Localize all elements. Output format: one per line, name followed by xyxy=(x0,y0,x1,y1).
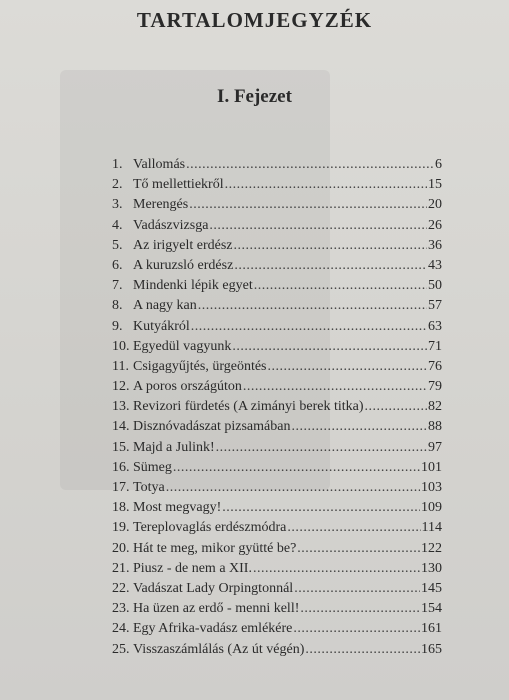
dot-leader xyxy=(173,458,420,478)
dot-leader xyxy=(234,236,427,256)
toc-entry-page: 63 xyxy=(428,318,442,334)
toc-entry xyxy=(112,619,442,639)
toc-entry xyxy=(112,357,442,377)
dot-leader xyxy=(268,357,427,377)
dot-leader xyxy=(232,337,427,357)
toc-entry-number: 14. xyxy=(112,419,130,435)
toc-entry-number: 4. xyxy=(112,217,123,233)
dot-leader xyxy=(198,296,427,316)
toc-entry-number: 21. xyxy=(112,560,130,576)
dot-leader xyxy=(234,256,427,276)
toc-entry xyxy=(112,216,442,236)
dot-leader xyxy=(191,317,427,337)
toc-entry-title: Vadászat Lady Orpingtonnál xyxy=(133,580,294,596)
toc-entry-title: Ha üzen az erdő - menni kell! xyxy=(133,601,300,617)
toc-entry xyxy=(112,377,442,397)
toc-entry-number: 23. xyxy=(112,601,130,617)
toc-entry-page: 103 xyxy=(421,480,442,495)
dot-leader xyxy=(225,175,427,195)
toc-entry-number: 11. xyxy=(112,358,129,374)
toc-entry xyxy=(112,438,442,458)
dot-leader xyxy=(254,276,427,296)
toc-entry-title: Sümeg xyxy=(133,459,172,475)
toc-entry-title: Az irigyelt erdész xyxy=(133,237,233,253)
toc-entry-page: 145 xyxy=(421,580,442,596)
toc-entry-page: 161 xyxy=(421,621,442,637)
toc-entry-number: 19. xyxy=(112,520,130,536)
toc-entry-page: 57 xyxy=(428,298,442,314)
toc-entry-title: Disznóvadászat pizsamában xyxy=(133,419,291,435)
dot-leader xyxy=(189,195,427,215)
toc-entry-title: A poros országúton xyxy=(133,379,242,395)
toc-entry xyxy=(112,539,442,559)
toc-entry-page: 97 xyxy=(428,439,442,455)
toc-entry-number: 18. xyxy=(112,500,130,516)
toc-entry-page: 114 xyxy=(421,520,442,536)
toc-entry xyxy=(112,296,442,316)
toc-entry-title: Tő mellettiekről xyxy=(133,177,224,193)
toc-entry-title: Egy Afrika-vadász emlékére xyxy=(133,621,293,637)
toc-entry-title: Merengés xyxy=(133,197,189,213)
toc-entry-title: Kutyákról xyxy=(133,318,190,334)
toc-entry-page: 79 xyxy=(428,379,442,395)
toc-entry-number: 2. xyxy=(112,177,123,193)
toc-entry-number: 8. xyxy=(112,298,123,314)
toc-entry-page: 122 xyxy=(421,540,442,556)
dot-leader xyxy=(300,599,420,619)
toc-entry-page: 6 xyxy=(435,157,442,172)
toc-entry xyxy=(112,276,442,296)
toc-entry-number: 12. xyxy=(112,379,130,395)
toc-entry xyxy=(112,478,442,498)
toc-entry-page: 15 xyxy=(428,177,442,193)
toc-entry-page: 165 xyxy=(421,641,442,657)
toc-entry xyxy=(112,155,442,175)
toc-entry-number: 1. xyxy=(112,157,123,172)
toc-entry-page: 130 xyxy=(421,560,442,576)
toc-entry-number: 24. xyxy=(112,621,130,637)
toc-entry-number: 3. xyxy=(112,197,123,213)
toc-entry-number: 16. xyxy=(112,459,130,475)
toc-entry-title: Mindenki lépik egyet xyxy=(133,278,253,294)
toc-entry-title: Piusz - de nem a XII. xyxy=(133,560,252,576)
toc-entry-page: 101 xyxy=(421,459,442,475)
toc-entry-title: Vallomás xyxy=(133,157,186,172)
dot-leader xyxy=(294,579,420,599)
dot-leader xyxy=(209,216,427,236)
toc-entry-number: 20. xyxy=(112,540,130,556)
dot-leader xyxy=(287,518,420,538)
toc-entry xyxy=(112,579,442,599)
toc-entry-number: 25. xyxy=(112,641,130,657)
toc-entry-title: Revizori fürdetés (A zimányi berek titka) xyxy=(133,399,364,415)
toc-entry-title: A kuruzsló erdész xyxy=(133,257,234,273)
dot-leader xyxy=(365,397,427,417)
toc-entry-title: A nagy kan xyxy=(133,298,197,314)
toc-entry xyxy=(112,518,442,538)
dot-leader xyxy=(291,417,427,437)
toc-entry-page: 71 xyxy=(428,338,442,354)
toc-entry-title: Hát te meg, mikor gyütté be? xyxy=(133,540,297,556)
toc-entry-number: 9. xyxy=(112,318,123,334)
toc-entry-title: Majd a Julink! xyxy=(133,439,215,455)
toc-entry xyxy=(112,256,442,276)
table-of-contents xyxy=(112,155,442,660)
toc-entry xyxy=(112,599,442,619)
toc-entry-number: 13. xyxy=(112,399,130,415)
toc-entry xyxy=(112,397,442,417)
toc-entry-page: 82 xyxy=(428,399,442,415)
toc-entry-title: Totya xyxy=(133,480,165,495)
dot-leader xyxy=(253,559,420,579)
toc-entry-page: 109 xyxy=(421,500,442,516)
dot-leader xyxy=(293,619,420,639)
toc-entry-page: 36 xyxy=(428,237,442,253)
toc-entry xyxy=(112,195,442,215)
toc-entry-number: 22. xyxy=(112,580,130,596)
toc-entry-page: 50 xyxy=(428,278,442,294)
dot-leader xyxy=(166,478,420,498)
toc-entry-number: 6. xyxy=(112,257,123,273)
dot-leader xyxy=(186,155,434,175)
toc-entry xyxy=(112,559,442,579)
toc-entry xyxy=(112,236,442,256)
toc-entry-number: 5. xyxy=(112,237,123,253)
dot-leader xyxy=(216,438,427,458)
toc-entry-title: Vadászvizsga xyxy=(133,217,209,233)
toc-entry-number: 10. xyxy=(112,338,130,354)
toc-entry-page: 26 xyxy=(428,217,442,233)
dot-leader xyxy=(297,539,420,559)
dot-leader xyxy=(222,498,420,518)
toc-entry-page: 76 xyxy=(428,358,442,374)
dot-leader xyxy=(243,377,427,397)
toc-entry-number: 15. xyxy=(112,439,130,455)
toc-entry-title: Most megvagy! xyxy=(133,500,222,516)
toc-entry-page: 43 xyxy=(428,257,442,273)
chapter-heading: I. Fejezet xyxy=(217,86,292,107)
toc-entry xyxy=(112,498,442,518)
toc-entry-page: 154 xyxy=(421,601,442,617)
toc-entry-page: 20 xyxy=(428,197,442,213)
toc-entry-title: Visszaszámlálás (Az út végén) xyxy=(133,641,305,657)
toc-entry xyxy=(112,458,442,478)
toc-entry xyxy=(112,337,442,357)
toc-entry xyxy=(112,175,442,195)
toc-entry xyxy=(112,417,442,437)
toc-entry-title: Tereplovaglás erdészmódra xyxy=(133,520,287,536)
toc-entry-title: Egyedül vagyunk xyxy=(133,338,232,354)
toc-entry xyxy=(112,317,442,337)
toc-entry-title: Csigagyűjtés, ürgeöntés xyxy=(133,358,267,374)
toc-entry-number: 7. xyxy=(112,278,123,294)
toc-entry-page: 88 xyxy=(428,419,442,435)
page-title: TARTALOMJEGYZÉK xyxy=(136,8,373,32)
toc-entry-number: 17. xyxy=(112,480,130,495)
toc-entry xyxy=(112,640,442,660)
dot-leader xyxy=(305,640,420,660)
